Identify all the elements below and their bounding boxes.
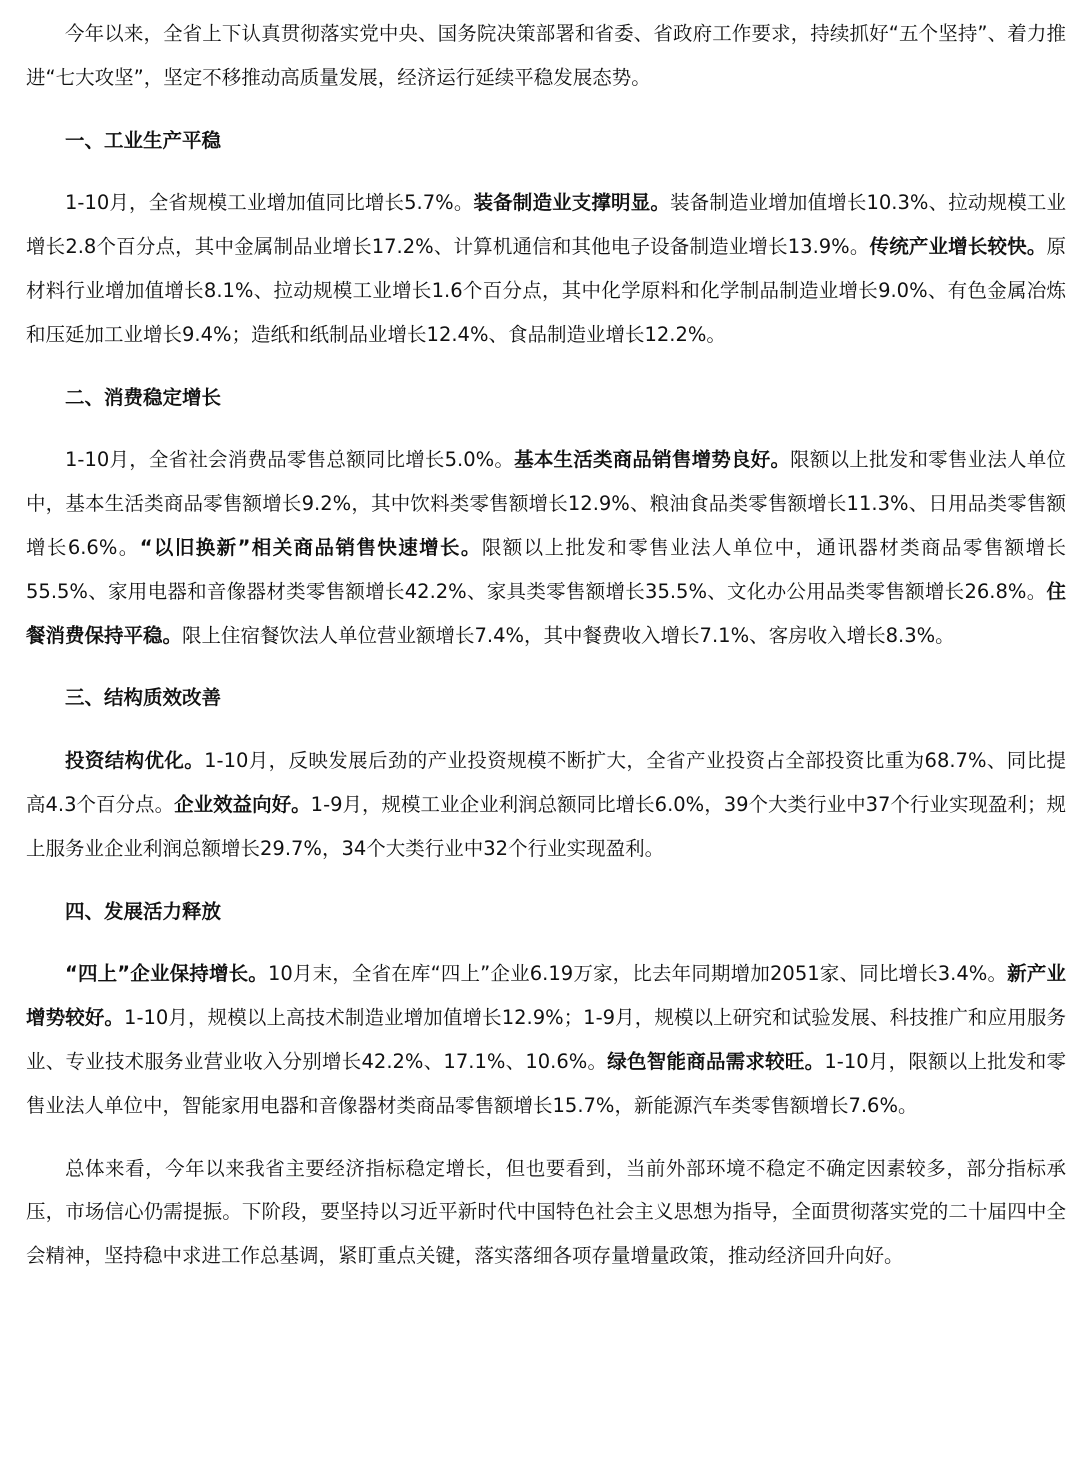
intro-paragraph: 今年以来，全省上下认真贯彻落实党中央、国务院决策部署和省委、省政府工作要求，持续抓好“五个坚持”、着力推进“七大攻坚”，坚定不移推动高质量发展，经济运行延续平稳发展态势。 (26, 22, 1066, 89)
text-run: 1-10月，限额以上批发和零售业法人单位中，智能家用电器和音像器材类商品零售额增长15.7%，新能源汽车类零售额增长7.6%。 (26, 1049, 1066, 1117)
text-run: 原材料行业增加值增长8.1%、拉动规模工业增长1.6个百分点，其中化学原料和化学制品制造业增长9.0%、有色金属冶炼和压延加工业增长9.4%；造纸和纸制品业增长12.4%、食品制造业增长12.2%。 (26, 235, 1066, 346)
highlight-phrase: 投资结构优化。 (65, 749, 205, 773)
highlight-phrase: 基本生活类商品销售增势良好。 (514, 448, 791, 472)
text-run: 装备制造业增加值增长10.3%、拉动规模工业增长2.8个百分点，其中金属制品业增长17.2%、计算机通信和其他电子设备制造业增长13.9%。 (26, 191, 1066, 259)
text-run: 限额以上批发和零售业法人单位中，通讯器材类商品零售额增长55.5%、家用电器和音像器材类零售额增长42.2%、家具类零售额增长35.5%、文化办公用品类零售额增长26.8%。 (26, 535, 1066, 603)
text-run: 1-10月，反映发展后劲的产业投资规模不断扩大，全省产业投资占全部投资比重为68.7%、同比提高4.3个百分点。 (26, 749, 1066, 816)
text-run: 1-10月，全省社会消费品零售总额同比增长5.0%。 (65, 448, 515, 472)
section-heading-industry: 一、工业生产平稳 (65, 128, 222, 152)
section-paragraph-industry (26, 181, 1066, 356)
text-run: 1-10月，规模以上高技术制造业增加值增长12.9%；1-9月，规模以上研究和试验发展、科技推广和应用服务业、专业技术服务业营业收入分别增长42.2%、17.1%、10.6%。 (26, 1006, 1066, 1073)
text-run: 限额以上批发和零售业法人单位中，基本生活类商品零售额增长9.2%，其中饮料类零售额增长12.9%、粮油食品类零售额增长11.3%、日用品类零售额增长6.6%。 (26, 448, 1066, 559)
highlight-phrase: 住餐消费保持平稳。 (26, 579, 1066, 647)
text-run: 1-9月，规模工业企业利润总额同比增长6.0%，39个大类行业中37个行业实现盈利；规上服务业企业利润总额增长29.7%，34个大类行业中32个行业实现盈利。 (26, 792, 1066, 860)
section-heading-consumption: 二、消费稳定增长 (65, 385, 222, 409)
conclusion-paragraph: 总体来看，今年以来我省主要经济指标稳定增长，但也要看到，当前外部环境不稳定不确定因素较多，部分指标承压，市场信心仍需提振。下阶段，要坚持以习近平新时代中国特色社会主义思想为指导，全面贯彻落实党的二十届四中全会精神，坚持稳中求进工作总基调，紧盯重点关键，落实落细各项存量增量政策，推动经济回升向好。 (26, 1156, 1066, 1268)
text-run: 限上住宿餐饮法人单位营业额增长7.4%，其中餐费收入增长7.1%、客房收入增长8.3%。 (182, 623, 955, 647)
text-run: 10月末，全省在库“四上”企业6.19万家，比去年同期增加2051家、同比增长3.4%。 (267, 962, 1008, 986)
highlight-phrase: “以旧换新”相关商品销售快速增长。 (139, 535, 482, 559)
section-paragraph-vitality (26, 952, 1066, 1127)
highlight-phrase: 装备制造业支撑明显。 (473, 191, 670, 215)
section-paragraph-consumption (26, 438, 1066, 657)
highlight-phrase: 企业效益向好。 (174, 792, 311, 816)
highlight-phrase: 传统产业增长较快。 (869, 235, 1047, 259)
section-heading-vitality: 四、发展活力释放 (65, 899, 222, 923)
highlight-phrase: 新产业增势较好。 (26, 962, 1066, 1030)
section-paragraph-structure (26, 739, 1066, 870)
section-heading-structure: 三、结构质效改善 (65, 686, 222, 710)
highlight-phrase: 绿色智能商品需求较旺。 (607, 1049, 825, 1073)
text-run: 1-10月，全省规模工业增加值同比增长5.7%。 (65, 191, 474, 215)
highlight-phrase: “四上”企业保持增长。 (65, 962, 268, 986)
